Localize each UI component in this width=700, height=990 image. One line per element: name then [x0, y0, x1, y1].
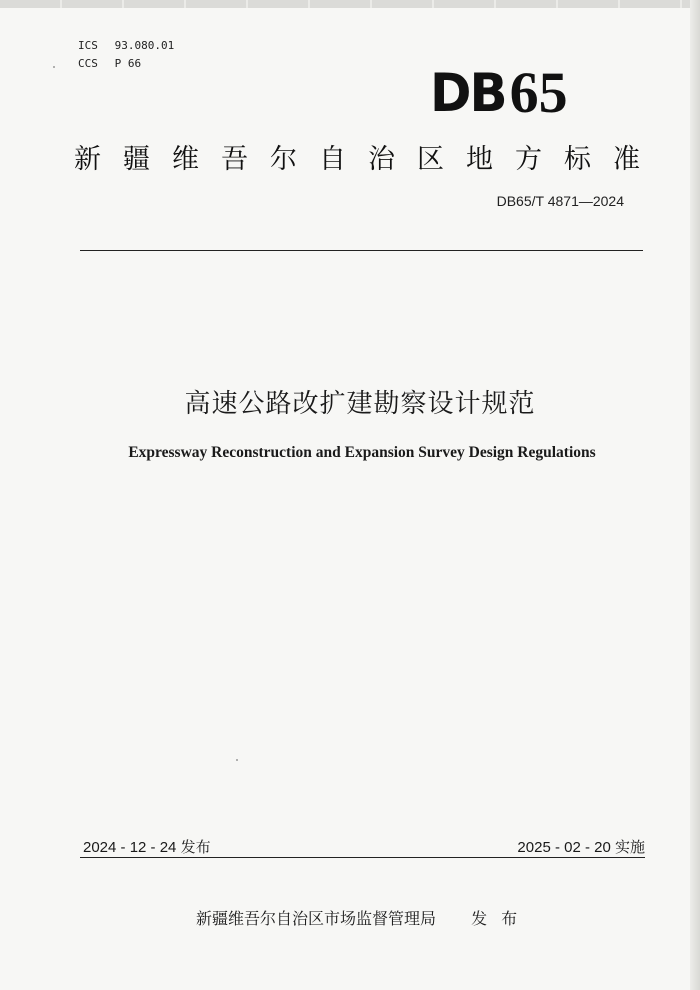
ccs-label: CCS — [78, 57, 98, 70]
standard-type-char: 方 — [515, 144, 542, 175]
issuer-name: 新疆维吾尔自治区市场监督管理局 — [196, 909, 437, 928]
top-divider — [80, 250, 643, 251]
standard-type-char: 准 — [613, 144, 640, 175]
title-chinese: 高速公路改扩建勘察设计规范 — [184, 389, 536, 419]
ics-value: 93.080.01 — [114, 39, 175, 52]
standard-type-char: 自 — [319, 144, 346, 175]
scan-top-edge — [0, 0, 700, 8]
standard-type-char: 尔 — [270, 144, 297, 175]
standard-type-char: 维 — [172, 144, 199, 175]
implementation-date: 2025 - 02 - 20 实施 — [517, 839, 645, 856]
logo-prefix: DB — [430, 62, 506, 124]
standard-number: DB65/T 4871—2024 — [496, 193, 624, 209]
scan-speck — [236, 759, 238, 761]
standard-type-char: 标 — [564, 144, 591, 175]
ccs-code-row — [78, 55, 174, 73]
standard-type-char: 新 — [74, 144, 101, 175]
scan-right-edge — [690, 0, 700, 990]
standard-type-char: 治 — [368, 144, 395, 175]
issue-date: 2024 - 12 - 24 发布 — [83, 839, 211, 856]
standard-type-char: 区 — [417, 144, 444, 175]
standard-type-char: 疆 — [123, 144, 150, 175]
db65-logo — [430, 58, 600, 125]
scan-speck — [53, 66, 55, 68]
ics-code-row — [78, 37, 174, 55]
issuing-authority — [196, 906, 531, 929]
logo-number: 65 — [509, 60, 568, 125]
classification-codes — [78, 37, 174, 73]
standard-type-char: 地 — [466, 144, 493, 175]
standard-type-char: 吾 — [221, 144, 248, 175]
title-english: Expressway Reconstruction and Expansion Survey Design Regulations — [128, 444, 596, 461]
standard-type-heading — [74, 137, 640, 176]
ccs-value: P 66 — [114, 57, 142, 70]
issuer-action: 发布 — [471, 909, 532, 928]
ics-label: ICS — [78, 39, 98, 52]
bottom-divider — [80, 857, 645, 858]
